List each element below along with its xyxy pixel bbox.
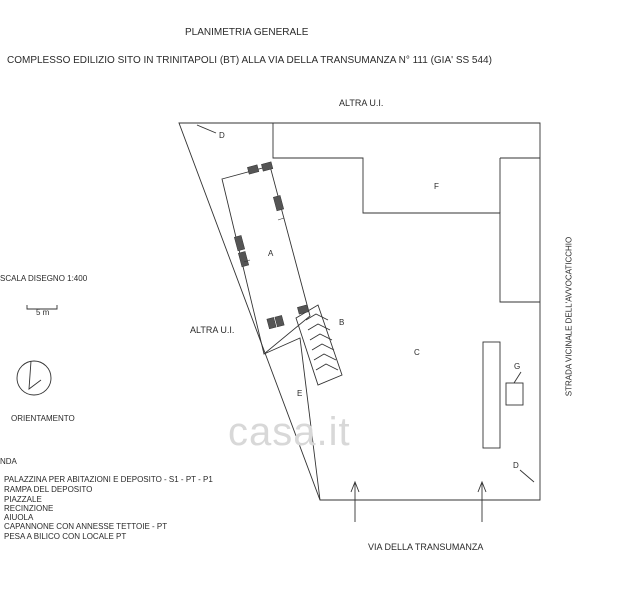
legend-item: PIAZZALE bbox=[4, 495, 42, 504]
label-f: F bbox=[434, 182, 439, 191]
label-e: E bbox=[297, 389, 303, 398]
legend-item: RAMPA DEL DEPOSITO bbox=[4, 485, 93, 494]
building-a bbox=[222, 166, 310, 354]
legend-item: AIUOLA bbox=[4, 513, 34, 522]
label-a: A bbox=[268, 249, 274, 258]
label-c: C bbox=[414, 348, 420, 357]
scale-label: SCALA DISEGNO 1:400 bbox=[0, 274, 88, 283]
label-d-bottom: D bbox=[513, 461, 519, 470]
label-strada-vicinale: STRADA VICINALE DELL'AVVOCATICCHIO bbox=[564, 236, 574, 397]
label-altra-ui-top: ALTRA U.I. bbox=[339, 98, 384, 108]
label-via-transumanza: VIA DELLA TRANSUMANZA bbox=[368, 542, 484, 552]
plan-subtitle: COMPLESSO EDILIZIO SITO IN TRINITAPOLI (BT) ALLA VIA DELLA TRANSUMANZA N° 111 (GIA' SS 544) bbox=[7, 55, 492, 66]
weighbridge-office-g bbox=[506, 383, 523, 405]
legend-item: PESA A BILICO CON LOCALE PT bbox=[4, 532, 127, 541]
weighbridge-strip bbox=[483, 342, 500, 448]
legend-item: CAPANNONE CON ANNESSE TETTOIE - PT bbox=[4, 522, 168, 531]
legend-item: RECINZIONE bbox=[4, 504, 54, 513]
label-g: G bbox=[514, 362, 521, 371]
label-b: B bbox=[339, 318, 345, 327]
ramp-b bbox=[296, 305, 345, 385]
label-d-top: D bbox=[219, 131, 225, 140]
legend-title: NDA bbox=[0, 457, 17, 466]
plan-title: PLANIMETRIA GENERALE bbox=[185, 27, 309, 38]
orientation-label: ORIENTAMENTO bbox=[11, 414, 75, 423]
scale-bar-label: 5 m bbox=[36, 308, 50, 317]
watermark-logo: casa.it bbox=[228, 410, 351, 454]
label-altra-ui-left: ALTRA U.I. bbox=[190, 325, 235, 335]
legend-item: PALAZZINA PER ABITAZIONI E DEPOSITO - S1 - PT - P1 bbox=[4, 475, 213, 484]
